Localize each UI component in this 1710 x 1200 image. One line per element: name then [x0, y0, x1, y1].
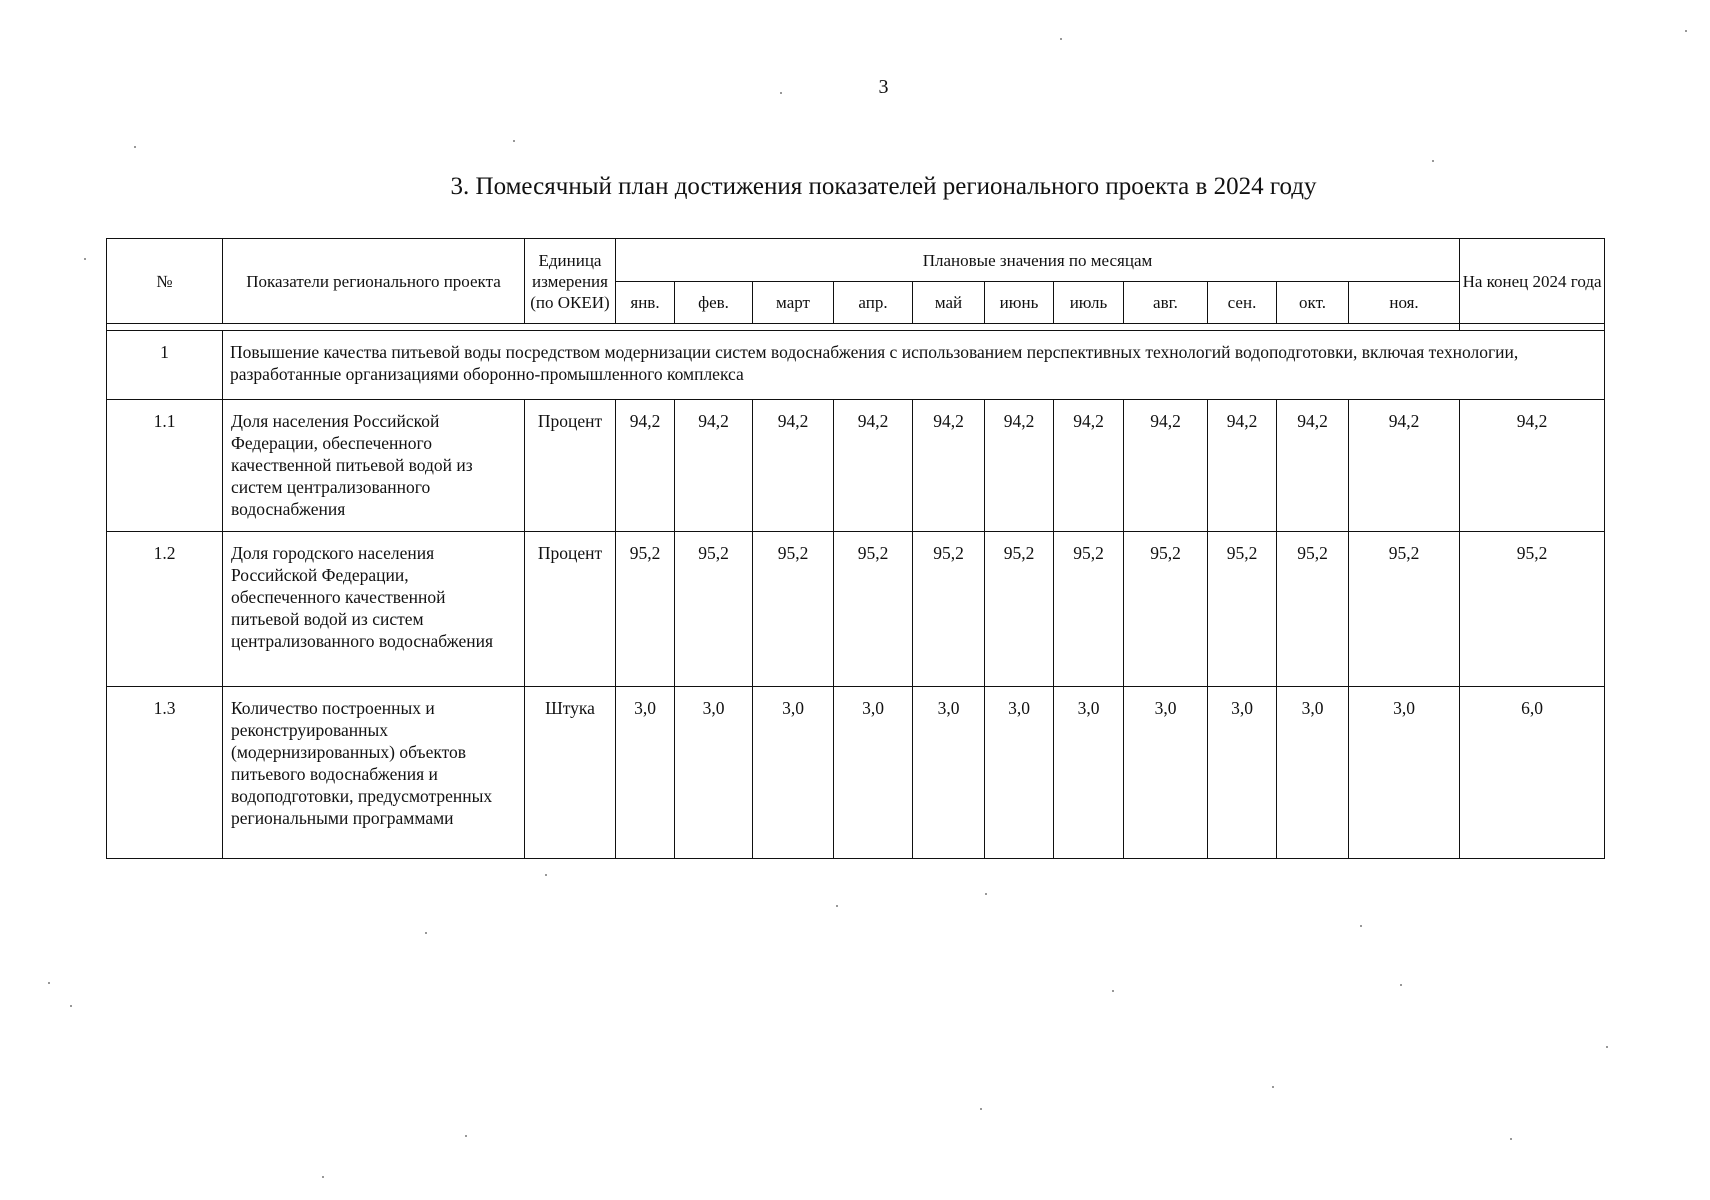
row-value: 3,0: [753, 687, 834, 859]
row-value: 94,2: [616, 400, 675, 532]
header-month: ноя.: [1349, 282, 1460, 324]
header-month: янв.: [616, 282, 675, 324]
row-value: 94,2: [913, 400, 985, 532]
row-indicator: Количество построенных и реконструированных (модернизированных) объектов питьевого водоснабжения и водоподготовки, предусмотренных региональными программами: [223, 687, 525, 859]
row-value: 3,0: [834, 687, 913, 859]
row-value: 94,2: [1208, 400, 1277, 532]
header-month: июнь: [985, 282, 1054, 324]
row-year-end: 94,2: [1460, 400, 1605, 532]
row-value: 95,2: [1277, 532, 1349, 687]
row-year-end: 95,2: [1460, 532, 1605, 687]
header-month: апр.: [834, 282, 913, 324]
row-value: 3,0: [1277, 687, 1349, 859]
header-indicator: Показатели регионального проекта: [223, 239, 525, 324]
row-unit: Штука: [525, 687, 616, 859]
header-separator: [107, 324, 1605, 331]
row-value: 94,2: [834, 400, 913, 532]
group-number: 1: [107, 331, 223, 400]
row-year-end: 6,0: [1460, 687, 1605, 859]
header-unit: Единица измерения (по ОКЕИ): [525, 239, 616, 324]
row-value: 94,2: [1349, 400, 1460, 532]
row-value: 94,2: [1124, 400, 1208, 532]
page-number: 3: [878, 76, 889, 98]
row-unit: Процент: [525, 532, 616, 687]
row-indicator: Доля городского населения Российской Федерации, обеспеченного качественной питьевой водой из систем централизованного водоснабжения: [223, 532, 525, 687]
row-value: 95,2: [616, 532, 675, 687]
group-title: Повышение качества питьевой воды посредством модернизации систем водоснабжения с использованием перспективных технологий водоподготовки, включая технологии, разработанные организациями оборонно-промышленного комплекса: [223, 331, 1605, 400]
row-value: 94,2: [1277, 400, 1349, 532]
header-month: май: [913, 282, 985, 324]
row-number: 1.1: [107, 400, 223, 532]
row-value: 95,2: [675, 532, 753, 687]
header-month: авг.: [1124, 282, 1208, 324]
header-month: сен.: [1208, 282, 1277, 324]
row-value: 95,2: [913, 532, 985, 687]
header-monthly-values: Плановые значения по месяцам: [616, 239, 1460, 282]
row-number: 1.3: [107, 687, 223, 859]
row-indicator: Доля населения Российской Федерации, обеспеченного качественной питьевой водой из систем централизованного водоснабжения: [223, 400, 525, 532]
row-value: 94,2: [675, 400, 753, 532]
row-value: 95,2: [1208, 532, 1277, 687]
table-row: [107, 532, 1605, 687]
row-value: 3,0: [1208, 687, 1277, 859]
row-value: 3,0: [985, 687, 1054, 859]
row-value: 95,2: [1054, 532, 1124, 687]
row-number: 1.2: [107, 532, 223, 687]
row-unit: Процент: [525, 400, 616, 532]
row-value: 95,2: [1349, 532, 1460, 687]
group-row: [107, 331, 1605, 400]
monthly-plan-table: [106, 238, 1605, 859]
row-value: 3,0: [1349, 687, 1460, 859]
row-value: 95,2: [753, 532, 834, 687]
header-month: окт.: [1277, 282, 1349, 324]
row-value: 3,0: [616, 687, 675, 859]
row-value: 94,2: [1054, 400, 1124, 532]
row-value: 95,2: [1124, 532, 1208, 687]
row-value: 3,0: [1054, 687, 1124, 859]
row-value: 3,0: [913, 687, 985, 859]
table-row: [107, 687, 1605, 859]
row-value: 3,0: [675, 687, 753, 859]
header-number: №: [107, 239, 223, 324]
header-month: март: [753, 282, 834, 324]
row-value: 94,2: [985, 400, 1054, 532]
row-value: 95,2: [985, 532, 1054, 687]
document-title: 3. Помесячный план достижения показателей регионального проекта в 2024 году: [450, 173, 1317, 200]
header-year-end: На конец 2024 года: [1460, 239, 1605, 324]
table-row: [107, 400, 1605, 532]
row-value: 94,2: [753, 400, 834, 532]
header-month: июль: [1054, 282, 1124, 324]
header-month: фев.: [675, 282, 753, 324]
row-value: 3,0: [1124, 687, 1208, 859]
row-value: 95,2: [834, 532, 913, 687]
